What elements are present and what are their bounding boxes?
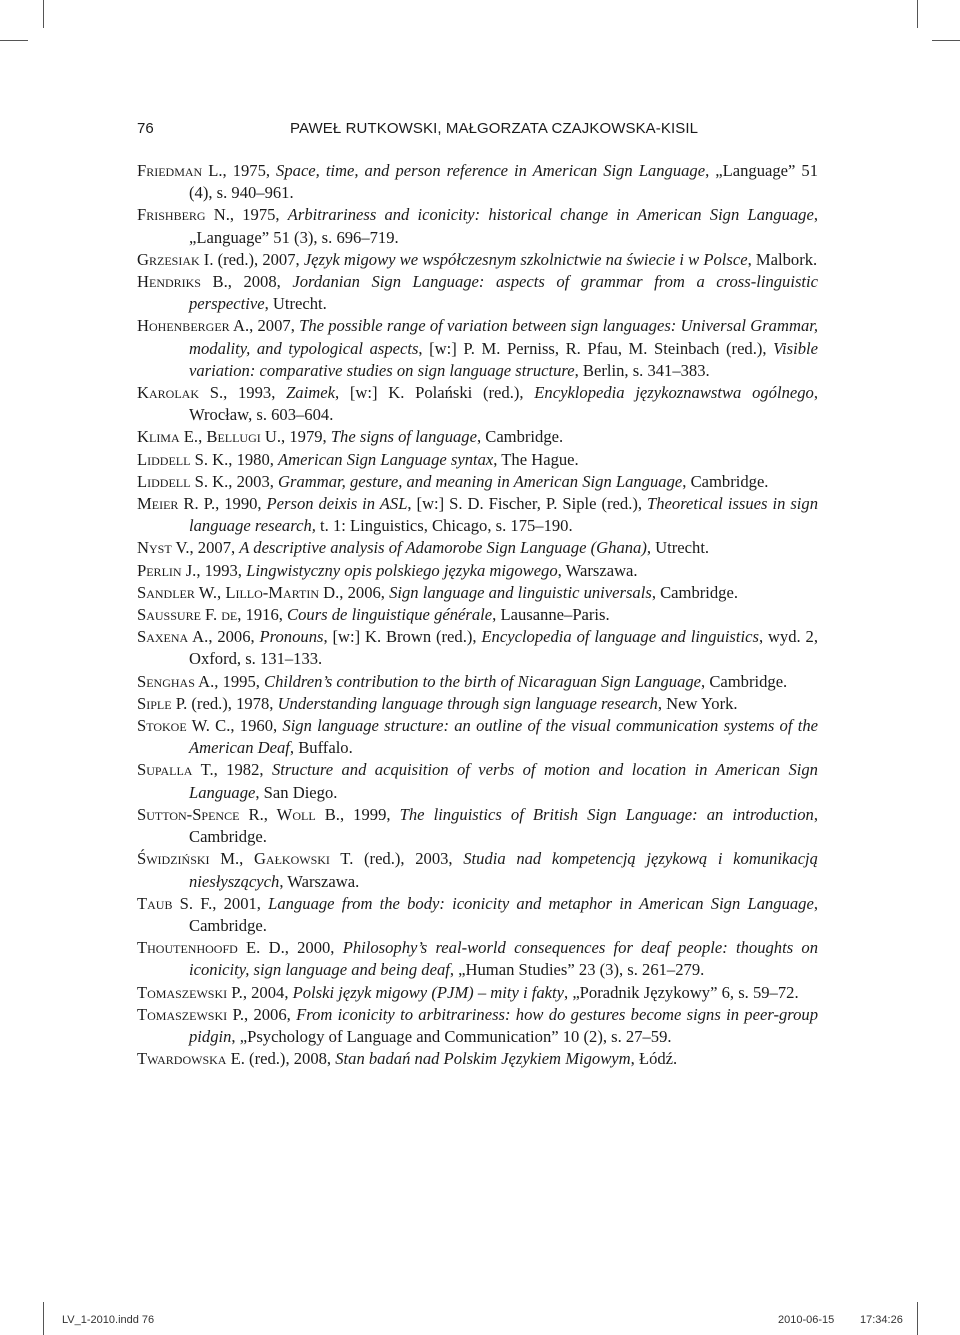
reference-title: Person deixis in ASL <box>266 494 408 514</box>
reference-pre: , 2000, <box>284 938 343 958</box>
reference-author: Grzesiak I. <box>137 249 214 269</box>
reference-author: Nyst V. <box>137 538 190 558</box>
reference-pre: , 1960, <box>230 716 283 736</box>
reference-entry <box>137 315 818 382</box>
reference-entry <box>137 715 818 759</box>
reference-post: , „Poradnik Językowy” 6, s. 59–72. <box>564 982 799 1002</box>
reference-entry <box>137 937 818 981</box>
crop-mark <box>917 1302 918 1335</box>
reference-author: Meier R. P. <box>137 494 216 514</box>
reference-title: Cours de linguistique générale <box>287 605 493 625</box>
reference-entry <box>137 626 818 670</box>
reference-entry <box>137 982 818 1004</box>
reference-pre: , 1980, <box>228 449 279 469</box>
reference-title: Grammar, gesture, and meaning in American Sign Language <box>278 471 683 491</box>
reference-title: Pronouns <box>259 627 324 647</box>
reference-pre: , 1995, <box>214 671 265 691</box>
crop-mark <box>43 0 44 28</box>
reference-author: Perlin J. <box>137 560 197 580</box>
reference-entry <box>137 1004 818 1048</box>
reference-title: Sign language structure: an outline of the visual communication systems of the American Deaf <box>189 716 818 758</box>
footer-file: LV_1-2010.indd 76 <box>62 1314 155 1326</box>
reference-title: American Sign Language syntax <box>278 449 494 469</box>
reference-entry <box>137 537 818 559</box>
reference-post: , Warszawa. <box>279 871 360 891</box>
reference-entry <box>137 804 818 848</box>
reference-title: Zaimek <box>286 383 335 403</box>
reference-title: Arbitrariness and iconicity: historical change in American Sign Language <box>287 205 814 225</box>
reference-post: , „Human Studies” 23 (3), s. 261–279. <box>449 960 705 980</box>
reference-pre: , 2004, <box>242 982 293 1002</box>
reference-post: , [w:] K. Polański (red.), <box>334 383 535 403</box>
reference-author: Klima E., Bellugi U. <box>137 427 282 447</box>
reference-pre: , 1975, <box>229 205 288 225</box>
reference-author: Sandler W., Lillo-Martin D. <box>137 582 340 602</box>
reference-title: Space, time, and person reference in American Sign Language <box>276 161 706 180</box>
reference-pre: , 2001, <box>212 893 269 913</box>
reference-post2: , wyd. 2, Oxford, s. 131–133. <box>189 627 818 669</box>
reference-pre: , 1990, <box>215 494 267 514</box>
reference-author: Tomaszewski P. <box>137 982 243 1002</box>
reference-pre: , 2006, <box>339 582 390 602</box>
reference-entry <box>137 671 818 693</box>
reference-pre: , 1975, <box>222 161 277 180</box>
reference-title: Structure and acquisition of verbs of motion and location in American Sign Language <box>189 760 818 802</box>
reference-title: Philosophy’s real-world consequences for deaf people: thoughts on iconicity, sign language and being deaf <box>189 938 818 980</box>
reference-post: , Utrecht. <box>646 538 710 558</box>
reference-title: Sign language and linguistic universals <box>389 582 652 602</box>
reference-post2: t. 1: Linguistics, Chicago, s. 175–190. <box>315 516 573 536</box>
reference-post: , Utrecht. <box>264 294 327 314</box>
reference-title: Language from the body: iconicity and metaphor in American Sign Language <box>268 893 814 913</box>
reference-entry <box>137 759 818 803</box>
reference-pre: , 2006, <box>243 1004 297 1024</box>
reference-author: Tomaszewski P. <box>137 1004 244 1024</box>
reference-entry <box>137 493 818 537</box>
reference-author: Hohenberger A. <box>137 316 250 336</box>
reference-author: Saxena A. <box>137 627 209 647</box>
reference-entry <box>137 160 818 204</box>
crop-mark <box>0 40 28 41</box>
reference-author: Senghas A. <box>137 671 215 691</box>
reference-author: Frishberg N. <box>137 205 230 225</box>
reference-entry <box>137 604 818 626</box>
running-head: PAWEŁ RUTKOWSKI, MAŁGORZATA CZAJKOWSKA-KISIL <box>290 120 699 137</box>
reference-author: Taub S. F. <box>137 893 213 913</box>
reference-entry <box>137 249 818 271</box>
reference-author: Stokoe W. C. <box>137 716 231 736</box>
reference-author: Siple P. <box>137 693 188 713</box>
reference-title: Understanding language through sign language research <box>277 693 658 713</box>
reference-title: The linguistics of British Sign Language: an introduction <box>399 804 814 824</box>
reference-author: Supalla T. <box>137 760 214 780</box>
footer-date: 2010-06-15 <box>778 1314 835 1326</box>
reference-post: , Buffalo. <box>289 738 353 758</box>
reference-author: Liddell S. K. <box>137 471 229 491</box>
reference-entry <box>137 471 818 493</box>
reference-post: , „Language” 51 (4), s. 940–961. <box>189 161 818 203</box>
reference-pre: , 2007, <box>249 316 300 336</box>
reference-title: The possible range of variation between sign languages: Universal Grammar, modality, and typological aspects <box>189 316 819 358</box>
reference-entry <box>137 204 818 248</box>
crop-mark <box>43 1302 44 1335</box>
reference-post: , Cambridge. <box>682 471 769 491</box>
page-number: 76 <box>137 120 154 137</box>
reference-title: From iconicity to arbitrariness: how do gestures become signs in peer-group pidgin <box>189 1004 818 1046</box>
bibliography <box>137 160 818 1070</box>
reference-pre: , 1982, <box>213 760 272 780</box>
reference-title2: Encyklopedia językoznawstwa ogólnego <box>534 383 814 403</box>
reference-pre: , 1999, <box>339 804 400 824</box>
reference-post2: , Wrocław, s. 603–604. <box>189 383 818 425</box>
reference-post: , Cambridge. <box>476 427 564 447</box>
reference-entry <box>137 693 818 715</box>
reference-pre: , 1993, <box>196 560 247 580</box>
crop-mark <box>932 40 960 41</box>
reference-title: Polski język migowy (PJM) – mity i fakty <box>292 982 565 1002</box>
reference-post: , Cambridge. <box>651 582 738 602</box>
crop-mark <box>917 0 918 28</box>
reference-pre: (red.), 2008, <box>244 1049 336 1069</box>
reference-title2: Visible variation: comparative studies on sign language structure <box>189 338 818 380</box>
reference-author: Świdziński M., Gałkowski T. <box>137 849 354 869</box>
reference-title: Stan badań nad Polskim Językiem Migowym <box>335 1049 631 1069</box>
reference-author: Hendriks B. <box>137 272 228 292</box>
reference-entry <box>137 449 818 471</box>
reference-post: , „Psychology of Language and Communication” 10 (2), s. 27–59. <box>231 1026 672 1046</box>
reference-title: Studia nad kompetencją językową i komunikacją niesłyszących <box>189 849 818 891</box>
reference-author: Sutton-Spence R., Woll B. <box>137 804 340 824</box>
reference-entry <box>137 1048 818 1070</box>
reference-title: Język migowy we współczesnym szkolnictwie na świecie i w Polsce <box>303 249 748 269</box>
reference-pre: (red.), 2007, <box>213 249 304 269</box>
reference-entry <box>137 271 818 315</box>
reference-post: , [w:] K. Brown (red.), <box>323 627 482 647</box>
reference-pre: , 1993, <box>223 383 287 403</box>
reference-entry <box>137 560 818 582</box>
reference-pre: , 1979, <box>281 427 331 447</box>
reference-pre: , 2003, <box>228 471 279 491</box>
reference-post: , The Hague. <box>493 449 579 469</box>
reference-title2: Encyclopedia of language and linguistics <box>481 627 759 647</box>
reference-post: , Cambridge. <box>701 671 788 691</box>
reference-entry <box>137 382 818 426</box>
reference-post: , Cambridge. <box>189 804 818 847</box>
reference-post2: , Berlin, s. 341–383. <box>574 360 710 380</box>
reference-post: , Lausanne–Paris. <box>492 605 610 625</box>
reference-entry <box>137 582 818 604</box>
reference-entry <box>137 893 818 937</box>
reference-post: , Cambridge. <box>189 893 819 935</box>
reference-post: , Warszawa. <box>557 560 638 580</box>
reference-pre: , 1916, <box>237 605 288 625</box>
reference-author: Karolak S. <box>137 383 224 403</box>
reference-author: Saussure F. de <box>137 605 238 625</box>
reference-title: Children’s contribution to the birth of Nicaraguan Sign Language <box>264 671 702 691</box>
reference-title: The signs of language <box>330 427 477 447</box>
reference-pre: , 2008, <box>227 272 293 292</box>
reference-post: , New York. <box>657 693 738 713</box>
reference-title: Lingwistyczny opis polskiego języka migowego <box>246 560 558 580</box>
reference-post: , San Diego. <box>255 782 338 802</box>
reference-post: , [w:] P. M. Perniss, R. Pfau, M. Steinbach (red.), <box>418 338 774 358</box>
reference-author: Twardowska E. <box>137 1049 245 1069</box>
reference-post: , Malbork. <box>747 249 818 269</box>
reference-title2: Theoretical issues in sign language research, <box>189 494 819 536</box>
reference-pre: , 2006, <box>208 627 260 647</box>
reference-entry <box>137 426 818 448</box>
reference-pre: (red.), 1978, <box>187 693 278 713</box>
reference-author: Liddell S. K. <box>137 449 229 469</box>
reference-post: , „Language” 51 (3), s. 696–719. <box>189 205 818 247</box>
reference-author: Thoutenhoofd E. D. <box>137 938 285 958</box>
reference-title: Jordanian Sign Language: aspects of grammar from a cross-linguistic perspective <box>189 272 818 314</box>
reference-title: A descriptive analysis of Adamorobe Sign Language (Ghana) <box>239 538 647 558</box>
reference-pre: (red.), 2003, <box>353 849 464 869</box>
reference-pre: , 2007, <box>189 538 240 558</box>
footer-time: 17:34:26 <box>860 1314 903 1326</box>
reference-entry <box>137 848 818 892</box>
reference-post: , Łódź. <box>630 1049 678 1069</box>
reference-post: , [w:] S. D. Fischer, P. Siple (red.), <box>407 494 647 514</box>
reference-author: Friedman L. <box>137 161 223 180</box>
